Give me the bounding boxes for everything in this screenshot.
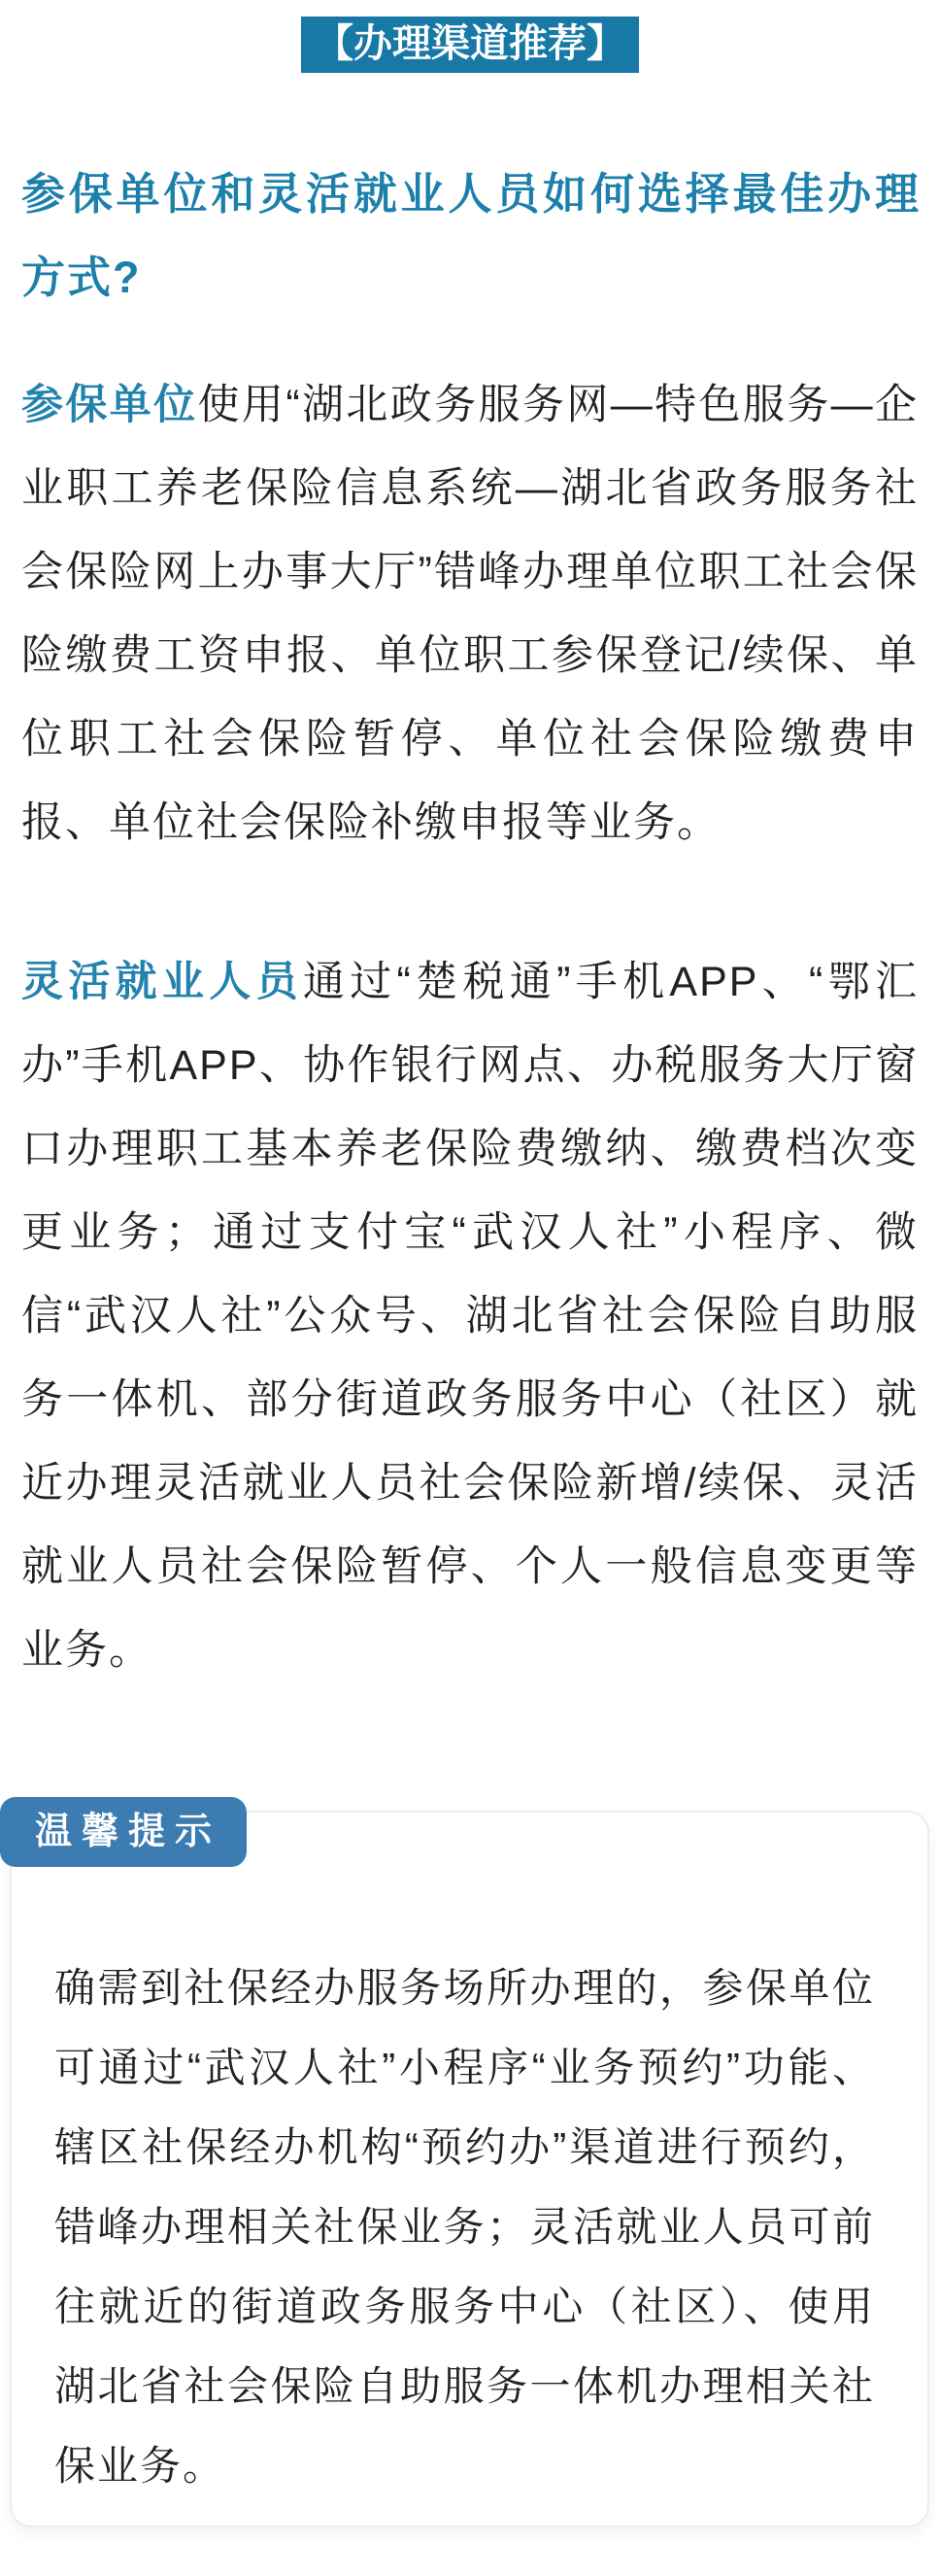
page-title: 参保单位和灵活就业人员如何选择最佳办理方式? xyxy=(21,169,921,302)
tips-badge: 温馨提示 xyxy=(0,1797,247,1867)
paragraph-insured-units xyxy=(21,363,919,864)
section-banner: 【办理渠道推荐】 xyxy=(301,17,639,73)
tips-box xyxy=(10,1811,929,2527)
paragraph-flexible-workers xyxy=(21,940,919,1692)
paragraph-body-insured-units: 使用“湖北政务服务网—特色服务—企业职工养老保险信息系统—湖北省政务服务社会保险网上办事大厅”错峰办理单位职工社会保险缴费工资申报、单位职工参保登记/续保、单位职工社会保险暂停、单位社会保险缴费申报、单位社会保险补缴申报等业务。 xyxy=(21,382,920,846)
paragraph-lead-flexible-workers: 灵活就业人员 xyxy=(21,959,303,1005)
section-banner-row xyxy=(0,0,940,73)
paragraph-body-flexible-workers: 通过“楚税通”手机APP、“鄂汇办”手机APP、协作银行网点、办税服务大厅窗口办理职工基本养老保险费缴纳、缴费档次变更业务；通过支付宝“武汉人社”小程序、微信“武汉人社”公众号、湖北省社会保险自助服务一体机、部分街道政务服务中心（社区）就近办理灵活就业人员社会保险新增/续保、灵活就业人员社会保险暂停、个人一般信息变更等业务。 xyxy=(21,959,920,1674)
tips-section xyxy=(0,1797,940,2527)
tips-text: 确需到社保经办服务场所办理的，参保单位可通过“武汉人社”小程序“业务预约”功能、辖区社保经办机构“预约办”渠道进行预约，错峰办理相关社保业务；灵活就业人员可前往就近的街道政务服务中心（社区）、使用湖北省社会保险自助服务一体机办理相关社保业务。 xyxy=(54,1965,875,2489)
paragraph-lead-insured-units: 参保单位 xyxy=(21,382,198,428)
